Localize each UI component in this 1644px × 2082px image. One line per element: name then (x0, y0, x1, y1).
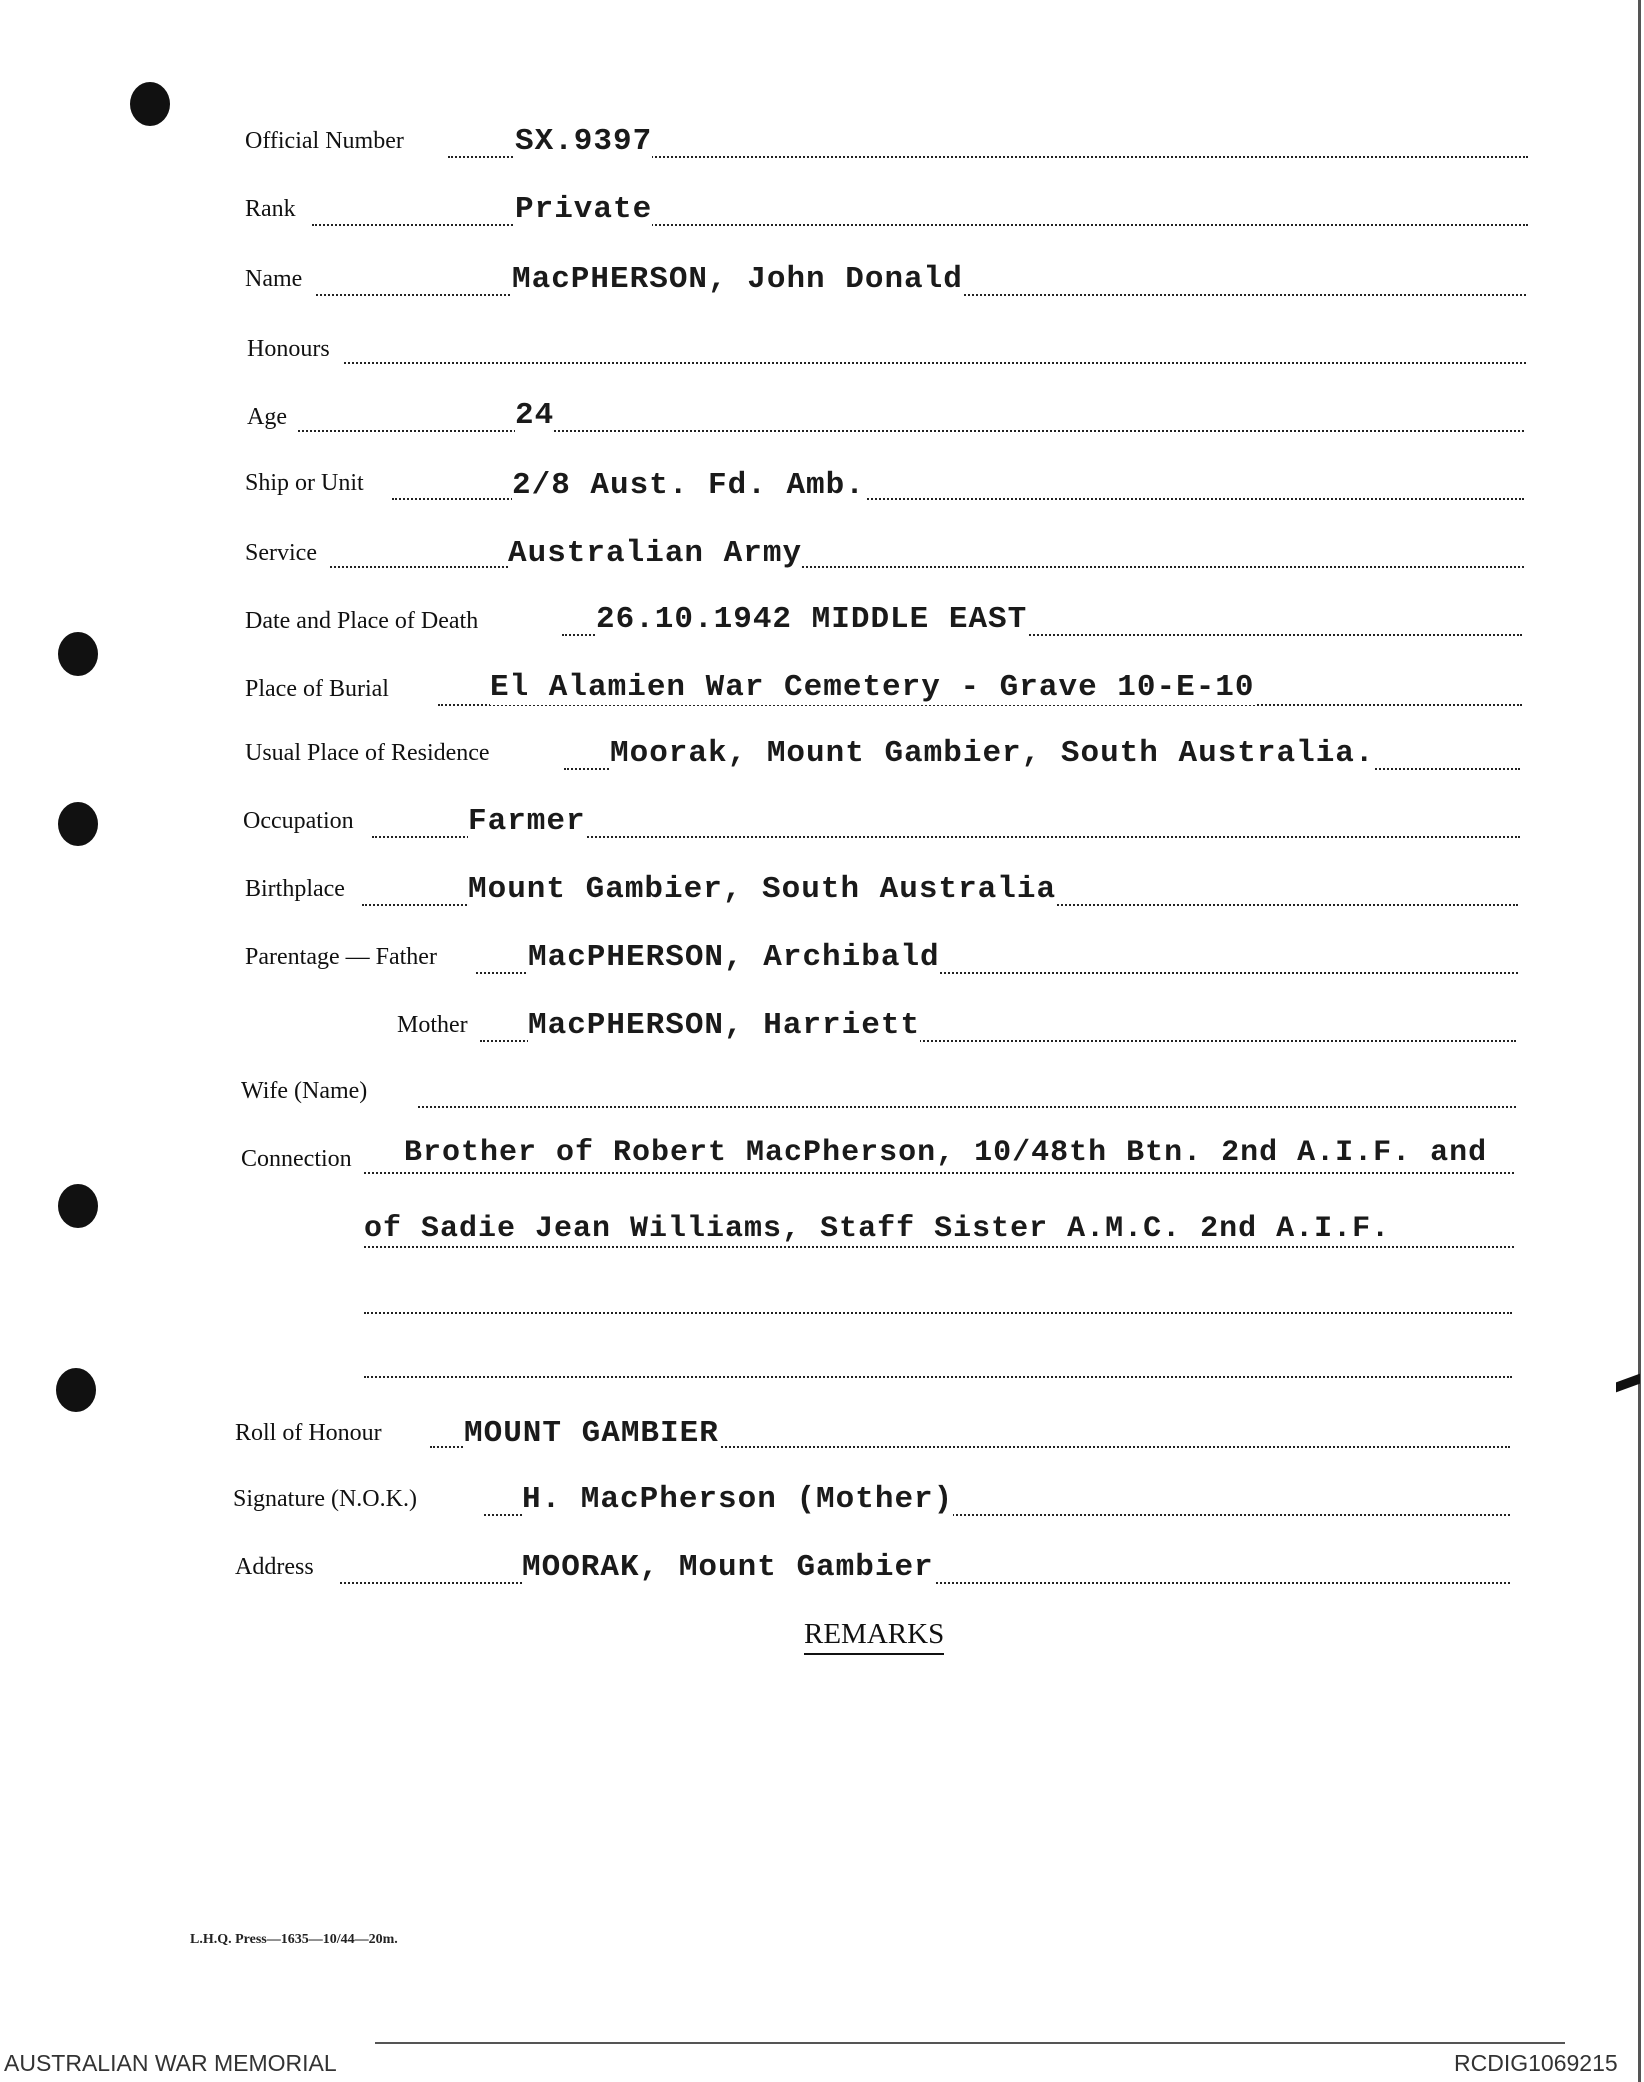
honours-label: Honours (247, 336, 330, 362)
remarks-heading: REMARKS (804, 1618, 944, 1655)
address-value: MOORAK, Mount Gambier (522, 1550, 934, 1585)
official-number-label: Official Number (245, 128, 404, 154)
address-label: Address (235, 1554, 314, 1580)
age-label: Age (247, 404, 287, 430)
signature-value: H. MacPherson (Mother) (522, 1482, 954, 1517)
footer-record-id: RCDIG1069215 (1454, 2050, 1618, 2076)
connection-line-2: of Sadie Jean Williams, Staff Sister A.M.C. 2nd A.I.F. (364, 1212, 1391, 1246)
mother-label: Mother (397, 1012, 468, 1038)
bottom-rule (375, 2042, 1565, 2044)
rank-label: Rank (245, 196, 296, 222)
mother-value: MacPHERSON, Harriett (528, 1008, 921, 1043)
age-leader (298, 430, 1524, 432)
punch-hole (58, 1184, 98, 1228)
wife-label: Wife (Name) (241, 1078, 368, 1104)
punch-hole (56, 1368, 96, 1412)
official-number-value: SX.9397 (515, 124, 653, 159)
burial-value: El Alamien War Cemetery - Grave 10-E-10 (490, 670, 1255, 705)
ship-or-unit-value: 2/8 Aust. Fd. Amb. (512, 468, 865, 503)
connection-label: Connection (241, 1146, 352, 1172)
connection-leader-4 (364, 1376, 1512, 1378)
death-value: 26.10.1942 MIDDLE EAST (596, 602, 1028, 637)
name-value: MacPHERSON, John Donald (512, 262, 963, 297)
death-label: Date and Place of Death (245, 608, 479, 634)
burial-label: Place of Burial (245, 676, 389, 702)
punch-hole (58, 802, 98, 846)
residence-label: Usual Place of Residence (245, 740, 490, 766)
roll-of-honour-value: MOUNT GAMBIER (464, 1416, 719, 1451)
service-label: Service (245, 540, 317, 566)
occupation-label: Occupation (243, 808, 354, 834)
father-value: MacPHERSON, Archibald (528, 940, 940, 975)
margin-mark (1616, 1374, 1640, 1393)
rank-value: Private (515, 192, 653, 227)
connection-leader (364, 1172, 1514, 1174)
connection-leader-3 (364, 1312, 1512, 1314)
birthplace-label: Birthplace (245, 876, 345, 902)
signature-label: Signature (N.O.K.) (233, 1486, 417, 1512)
page-edge (1638, 0, 1641, 2082)
punch-hole (130, 82, 170, 126)
service-value: Australian Army (508, 536, 803, 571)
connection-leader-2 (364, 1246, 1514, 1248)
punch-hole (58, 632, 98, 676)
occupation-value: Farmer (468, 804, 586, 839)
footer-institution: AUSTRALIAN WAR MEMORIAL (4, 2050, 337, 2076)
honours-leader (344, 362, 1526, 364)
birthplace-value: Mount Gambier, South Australia (468, 872, 1057, 907)
name-label: Name (245, 266, 303, 292)
print-note: L.H.Q. Press—1635—10/44—20m. (190, 1932, 398, 1947)
roll-of-honour-label: Roll of Honour (235, 1420, 382, 1446)
connection-line-1: Brother of Robert MacPherson, 10/48th Btn. 2nd A.I.F. and (404, 1136, 1488, 1170)
father-label: Parentage — Father (245, 944, 437, 970)
ship-or-unit-label: Ship or Unit (245, 470, 364, 496)
rank-leader (312, 224, 1528, 226)
wife-leader (418, 1106, 1516, 1108)
age-value: 24 (515, 398, 555, 433)
residence-value: Moorak, Mount Gambier, South Australia. (610, 736, 1375, 771)
